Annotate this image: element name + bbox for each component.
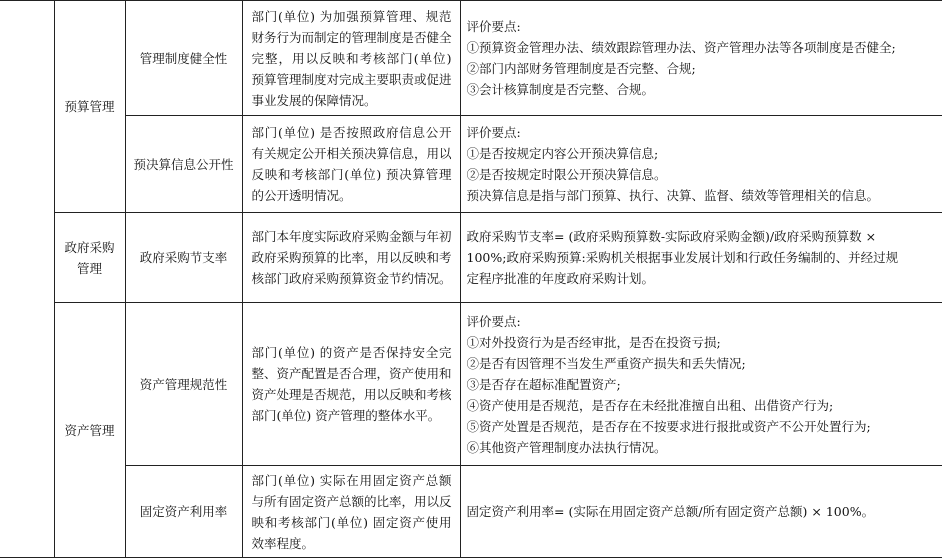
- evaluation-cell: 固定资产利用率= (实际在用固定资产总额/所有固定资产总额) × 100%。: [460, 466, 942, 558]
- evaluation-cell: 评价要点: ①是否按规定内容公开预决算信息; ②是否按规定时限公开预决算信息。 预决算信息是指与部门预算、执行、决算、监督、绩效等管理相关的信息。: [460, 116, 942, 213]
- definition-cell: 部门(单位) 的资产是否保持安全完整、资产配置是否合理，资产使用和资产处理是否规范，用以反映和考核部门(单位) 资产管理的整体水平。: [242, 303, 460, 466]
- table-row: [0, 466, 942, 558]
- left-margin-cell: [0, 1, 54, 558]
- evaluation-cell: 政府采购节支率= (政府采购预算数-实际政府采购金额)/政府采购预算数 × 100%;政府采购预算:采购机关根据事业发展计划和行政任务编制的、并经过规 定程序批准的年度政府采购计划。: [460, 213, 942, 303]
- definition-cell: 部门(单位) 是否按照政府信息公开有关规定公开相关预决算信息，用以反映和考核部门(单位) 预决算管理的公开透明情况。: [242, 116, 460, 213]
- item-cell: 管理制度健全性: [125, 1, 242, 116]
- evaluation-cell: 评价要点: ①预算资金管理办法、绩效跟踪管理办法、资产管理办法等各项制度是否健全; ②部门内部财务管理制度是否完整、合规; ③会计核算制度是否完整、合规。: [460, 1, 942, 116]
- evaluation-cell: 评价要点: ①对外投资行为是否经审批，是否在投资亏损; ②是否有因管理不当发生严重资产损失和丢失情况; ③是否存在超标准配置资产; ④资产使用是否规范，是否存在未经批准擅自出租、出借资产行为; ⑤资产处置是否规范，是否存在不按要求进行报批或资产不公开处置行为; ⑥其他资产管理制度办法执行情况。: [460, 303, 942, 466]
- category-cell: 政府采购管理: [54, 213, 125, 303]
- table-row: [0, 116, 942, 213]
- definition-cell: 部门(单位) 为加强预算管理、规范财务行为而制定的管理制度是否健全完整，用以反映和考核部门(单位) 预算管理制度对完成主要职责或促进事业发展的保障情况。: [242, 1, 460, 116]
- table-row: [0, 1, 942, 116]
- definition-cell: 部门本年度实际政府采购金额与年初政府采购预算的比率，用以反映和考核部门政府采购预算资金节约情况。: [242, 213, 460, 303]
- table-row: [0, 303, 942, 466]
- category-cell: 预算管理: [54, 1, 125, 213]
- category-cell: 资产管理: [54, 303, 125, 558]
- definition-cell: 部门(单位) 实际在用固定资产总额与所有固定资产总额的比率，用以反映和考核部门(单位) 固定资产使用效率程度。: [242, 466, 460, 558]
- item-cell: 预决算信息公开性: [125, 116, 242, 213]
- item-cell: 资产管理规范性: [125, 303, 242, 466]
- item-cell: 政府采购节支率: [125, 213, 242, 303]
- table-row: [0, 213, 942, 303]
- item-cell: 固定资产利用率: [125, 466, 242, 558]
